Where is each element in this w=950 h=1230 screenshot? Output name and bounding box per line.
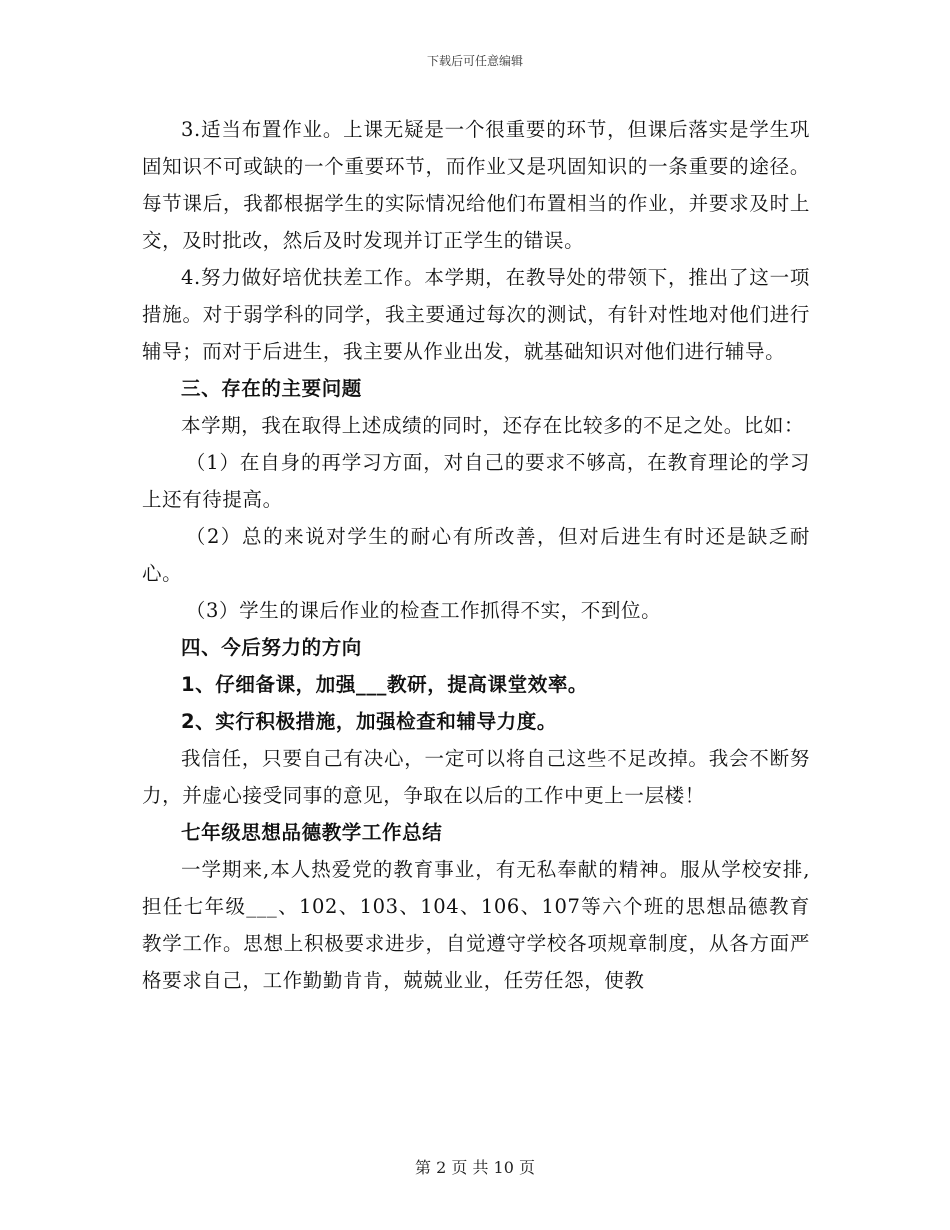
paragraph-shortcomings-intro: 本学期，我在取得上述成绩的同时，还存在比较多的不足之处。比如： <box>181 414 805 437</box>
section-heading-direction: 四、今后努力的方向 <box>181 636 362 659</box>
paragraph-homework: 3.适当布置作业。上课无疑是一个很重要的环节，但课后落实是学生巩固知识不可或缺的一个重要环节，而作业又是巩固知识的一条重要的途径。每节课后，我都根据学生的实际情况给他们布置相当的作业，并要求及时上交，及时批改，然后及时发现并订正学生的错误。 <box>142 118 810 252</box>
document-body <box>142 111 810 999</box>
document-title-second: 七年级思想品德教学工作总结 <box>181 821 443 844</box>
direction-item-1: 1、仔细备课，加强___教研，提高课堂效率。 <box>181 673 589 696</box>
list-item-shortcoming-3: （3）学生的课后作业的检查工作抓得不实，不到位。 <box>185 599 662 622</box>
paragraph-closing: 我信任，只要自己有决心，一定可以将自己这些不足改掉。我会不断努力，并虚心接受同事的意见，争取在以后的工作中更上一层楼！ <box>142 747 810 807</box>
section-heading-problems: 三、存在的主要问题 <box>181 377 362 400</box>
list-item-shortcoming-1: （1）在自身的再学习方面，对自己的要求不够高，在教育理论的学习上还有待提高。 <box>142 451 810 511</box>
paragraph-tutoring: 4.努力做好培优扶差工作。本学期，在教导处的带领下，推出了这一项措施。对于弱学科的同学，我主要通过每次的测试，有针对性地对他们进行辅导；而对于后进生，我主要从作业出发，就基础知识对他们进行辅导。 <box>142 266 810 363</box>
page-header: 下载后可任意编辑 <box>426 54 523 68</box>
page-number: 第 2 页 共 10 页 <box>415 1158 535 1177</box>
paragraph-summary-intro: 一学期来,本人热爱党的教育事业，有无私奉献的精神。服从学校安排,担任七年级___、102、103、104、106、107等六个班的思想品德教育教学工作。思想上积极要求进步，自觉遵守学校各项规章制度，从各方面严格要求自己，工作勤勤肯肯，兢兢业业，任劳任怨，使教 <box>142 858 810 992</box>
list-item-shortcoming-2: （2）总的来说对学生的耐心有所改善，但对后进生有时还是缺乏耐心。 <box>142 525 810 585</box>
direction-item-2: 2、实行积极措施，加强检查和辅导力度。 <box>181 710 557 733</box>
